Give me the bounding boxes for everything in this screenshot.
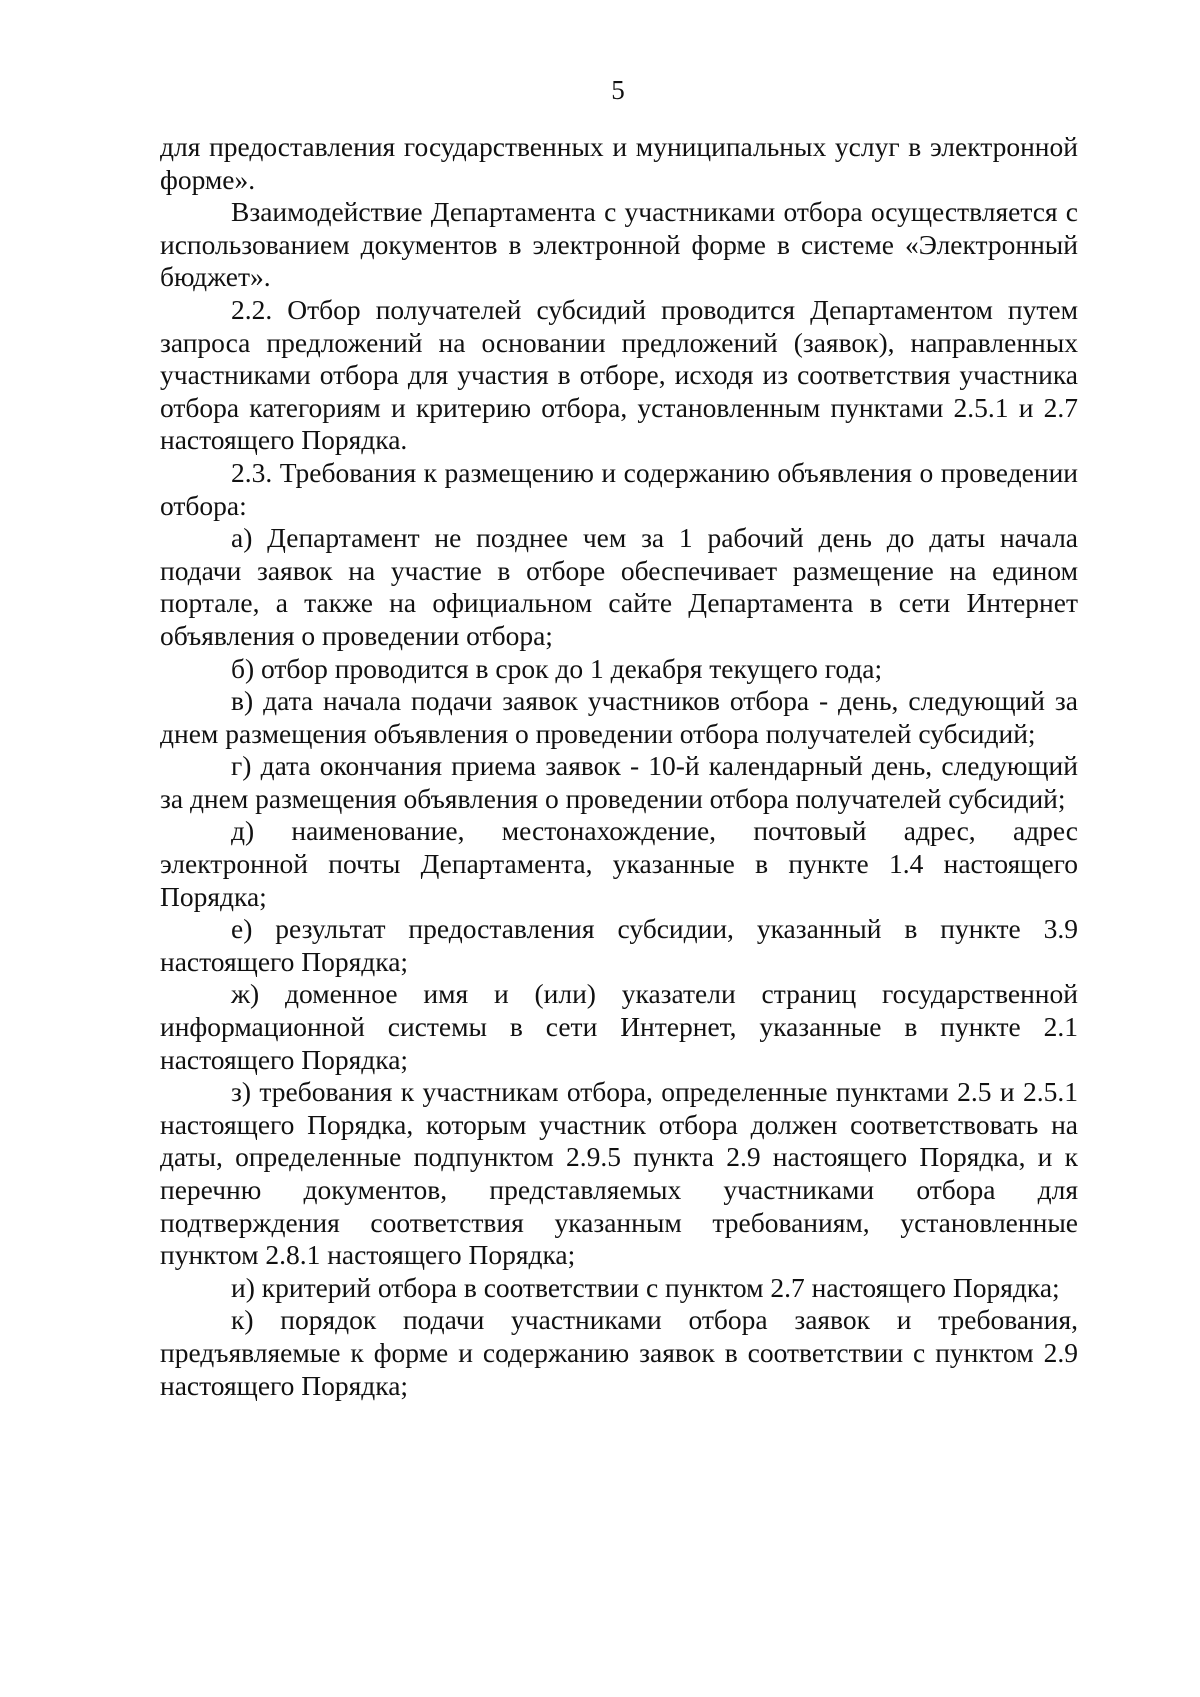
list-item-d: д) наименование, местонахождение, почтовый адрес, адрес электронной почты Департамента, указанные в пункте 1.4 настоящего Порядка;	[160, 815, 1078, 912]
list-item-i: и) критерий отбора в соответствии с пунктом 2.7 настоящего Порядка;	[231, 1271, 1060, 1303]
list-item-z: з) требования к участникам отбора, определенные пунктами 2.5 и 2.5.1 настоящего Порядка, которым участник отбора должен соответствовать на даты, определенные подпунктом 2.9.5 пункта 2.9 настоящего Порядка, и к перечню документов, представляемых участниками отбора для подтверждения соответствия указанным требованиям, установленные пунктом 2.8.1 настоящего Порядка;	[160, 1076, 1078, 1271]
list-item-k: к) порядок подачи участниками отбора заявок и требования, предъявляемые к форме и содержанию заявок в соответствии с пунктом 2.9 настоящего Порядка;	[160, 1304, 1078, 1401]
paragraph-2-3: 2.3. Требования к размещению и содержанию объявления о проведении отбора:	[160, 456, 1078, 521]
list-item-a: а) Департамент не позднее чем за 1 рабочий день до даты начала подачи заявок на участие в отборе обеспечивает размещение на едином портале, а также на официальном сайте Департамента в сети Интернет объявления о проведении отбора;	[160, 522, 1078, 651]
list-item-b: б) отбор проводится в срок до 1 декабря текущего года;	[231, 652, 883, 684]
list-item-zh: ж) доменное имя и (или) указатели страниц государственной информационной системы в сети Интернет, указанные в пункте 2.1 настоящего Порядка;	[160, 978, 1078, 1075]
paragraph-interaction: Взаимодействие Департамента с участниками отбора осуществляется с использованием документов в электронной форме в системе «Электронный бюджет».	[160, 196, 1078, 293]
page-number: 5	[611, 75, 625, 105]
document-body	[160, 131, 1078, 1402]
list-item-g: г) дата окончания приема заявок - 10-й календарный день, следующий за днем размещения объявления о проведении отбора получателей субсидий;	[160, 750, 1078, 814]
list-item-v: в) дата начала подачи заявок участников отбора - день, следующий за днем размещения объявления о проведении отбора получателей субсидий;	[160, 685, 1078, 749]
paragraph-2-2: 2.2. Отбор получателей субсидий проводится Департаментом путем запроса предложений на основании предложений (заявок), направленных участниками отбора для участия в отборе, исходя из соответствия участника отбора категориям и критерию отбора, установленным пунктами 2.5.1 и 2.7 настоящего Порядка.	[160, 293, 1078, 456]
list-item-e: е) результат предоставления субсидии, указанный в пункте 3.9 настоящего Порядка;	[160, 913, 1078, 977]
paragraph-continuation: для предоставления государственных и муниципальных услуг в электронной форме».	[160, 131, 1078, 195]
